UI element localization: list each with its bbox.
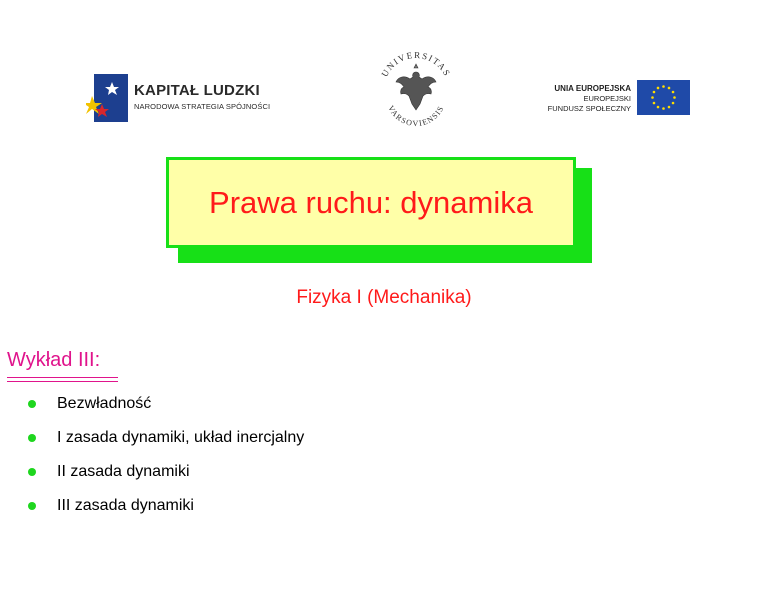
title-box [166, 157, 576, 248]
eu-star-icon [672, 91, 675, 94]
seal-top-text: UNIVERSITAS [379, 49, 453, 79]
eu-star-icon [668, 87, 671, 90]
kapital-ludzki-title: KAPITAŁ LUDZKI [134, 82, 260, 99]
eu-star-icon [673, 96, 676, 99]
bullet-item [28, 428, 304, 448]
bullet-dot-icon [28, 468, 36, 476]
eu-star-icon [657, 106, 660, 109]
bullet-text: II zasada dynamiki [57, 463, 190, 480]
kapital-ludzki-subtitle: NARODOWA STRATEGIA SPÓJNOŚCI [134, 102, 271, 111]
eu-logo-text [548, 84, 631, 114]
eu-star-icon [653, 91, 656, 94]
eu-line-3: FUNDUSZ SPOŁECZNY [547, 104, 631, 113]
bullet-dot-icon [28, 502, 36, 510]
eu-line-2: EUROPEJSKI [583, 94, 631, 103]
bullet-text: Bezwładność [57, 395, 152, 412]
eu-line-1: UNIA EUROPEJSKA [554, 84, 631, 93]
eagle-icon [396, 64, 436, 110]
page-title: Prawa ruchu: dynamika [209, 184, 533, 220]
lecture-label-underline [7, 377, 118, 382]
bullet-item [28, 496, 194, 516]
seal-bottom-text: VARSOVIENSIS [386, 103, 446, 129]
eu-star-icon [668, 106, 671, 109]
bullet-text: I zasada dynamiki, układ inercjalny [57, 429, 305, 446]
bullet-dot-icon [28, 400, 36, 408]
eu-star-icon [672, 102, 675, 105]
eu-star-icon [651, 96, 654, 99]
lecture-label: Wykład III: [7, 349, 101, 371]
kapital-ludzki-mark-icon [86, 74, 128, 122]
bullet-item [28, 462, 190, 482]
eu-flag-icon [637, 80, 690, 115]
page-subtitle: Fizyka I (Mechanika) [296, 287, 472, 308]
eu-star-icon [662, 107, 665, 110]
university-seal [374, 44, 458, 134]
bullet-text: III zasada dynamiki [57, 497, 194, 514]
kapital-ludzki-logo [86, 74, 276, 124]
bullet-item [28, 394, 151, 414]
eu-star-icon [662, 85, 665, 88]
bullet-dot-icon [28, 434, 36, 442]
eu-star-icon [653, 102, 656, 105]
eu-star-icon [657, 87, 660, 90]
